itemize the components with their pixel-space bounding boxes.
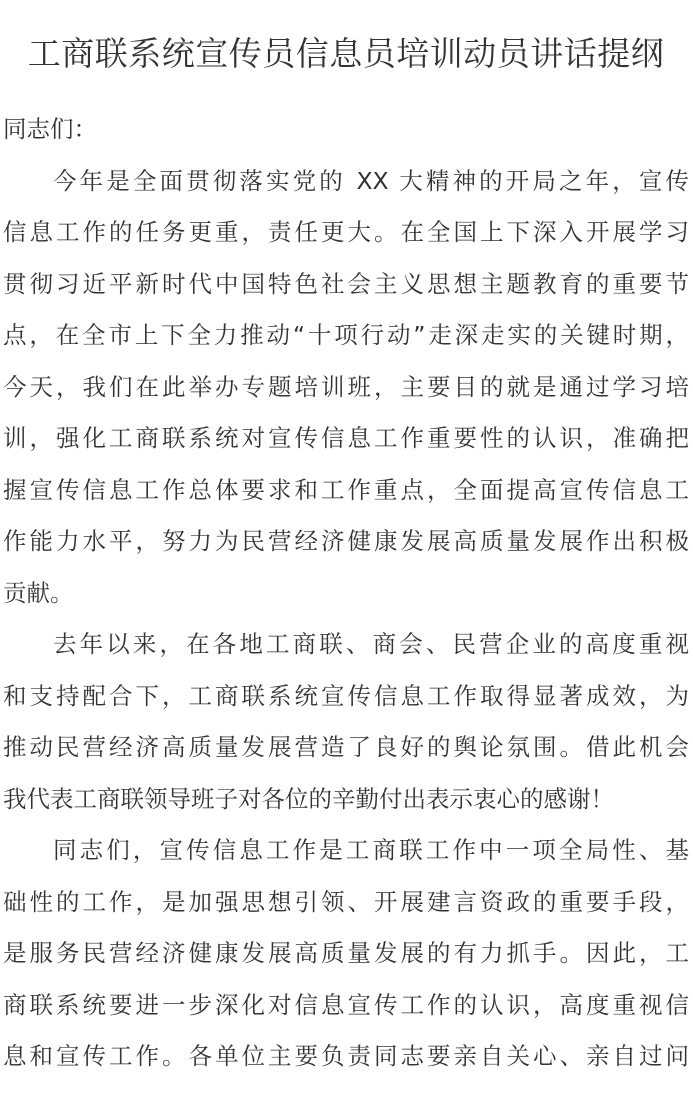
paragraph-line: 同志们，宣传信息工作是工商联工作中一项全局性、基 xyxy=(53,836,689,864)
paragraph-line: 推动民营经济高质量发展营造了良好的舆论氛围。借此机会 xyxy=(3,733,689,761)
paragraph-line: 握宣传信息工作总体要求和工作重点，全面提高宣传信息工 xyxy=(3,475,689,504)
paragraph-3 xyxy=(3,825,689,1083)
paragraph-line: 息和宣传工作。各单位主要负责同志要亲自关心、亲自过问 xyxy=(3,1042,689,1070)
paragraph-1 xyxy=(3,156,689,620)
paragraph-line: 点，在全市上下全力推动“十项行动”走深走实的关键时期， xyxy=(3,321,689,349)
paragraph-line: 去年以来，在各地工商联、商会、民营企业的高度重视 xyxy=(53,630,689,658)
paragraph-line: 训，强化工商联系统对宣传信息工作重要性的认识，准确把 xyxy=(3,424,689,452)
paragraph-line: 我代表工商联领导班子对各位的辛勤付出表示衷心的感谢！ xyxy=(3,784,614,813)
paragraph-line: 作能力水平，努力为民营经济健康发展高质量发展作出积极 xyxy=(3,527,689,555)
salutation: 同志们： xyxy=(3,115,97,143)
paragraph-line: 商联系统要进一步深化对信息宣传工作的认识，高度重视信 xyxy=(3,990,689,1019)
paragraph-2 xyxy=(3,619,689,825)
paragraph-line: 贯彻习近平新时代中国特色社会主义思想主题教育的重要节 xyxy=(3,269,689,298)
paragraph-line: 信息工作的任务更重，责任更大。在全国上下深入开展学习 xyxy=(3,218,689,246)
document-title: 工商联系统宣传员信息员培训动员讲话提纲 xyxy=(27,34,665,73)
paragraph-line: 今天，我们在此举办专题培训班，主要目的就是通过学习培 xyxy=(3,372,689,401)
paragraph-line: 是服务民营经济健康发展高质量发展的有力抓手。因此，工 xyxy=(3,939,689,967)
paragraph-line: 和支持配合下，工商联系统宣传信息工作取得显著成效，为 xyxy=(3,681,689,710)
paragraph-line: 贡献。 xyxy=(3,578,74,607)
paragraph-line: 今年是全面贯彻落实党的 XX 大精神的开局之年，宣传 xyxy=(53,166,689,195)
paragraph-line: 础性的工作，是加强思想引领、开展建言资政的重要手段， xyxy=(3,887,689,916)
